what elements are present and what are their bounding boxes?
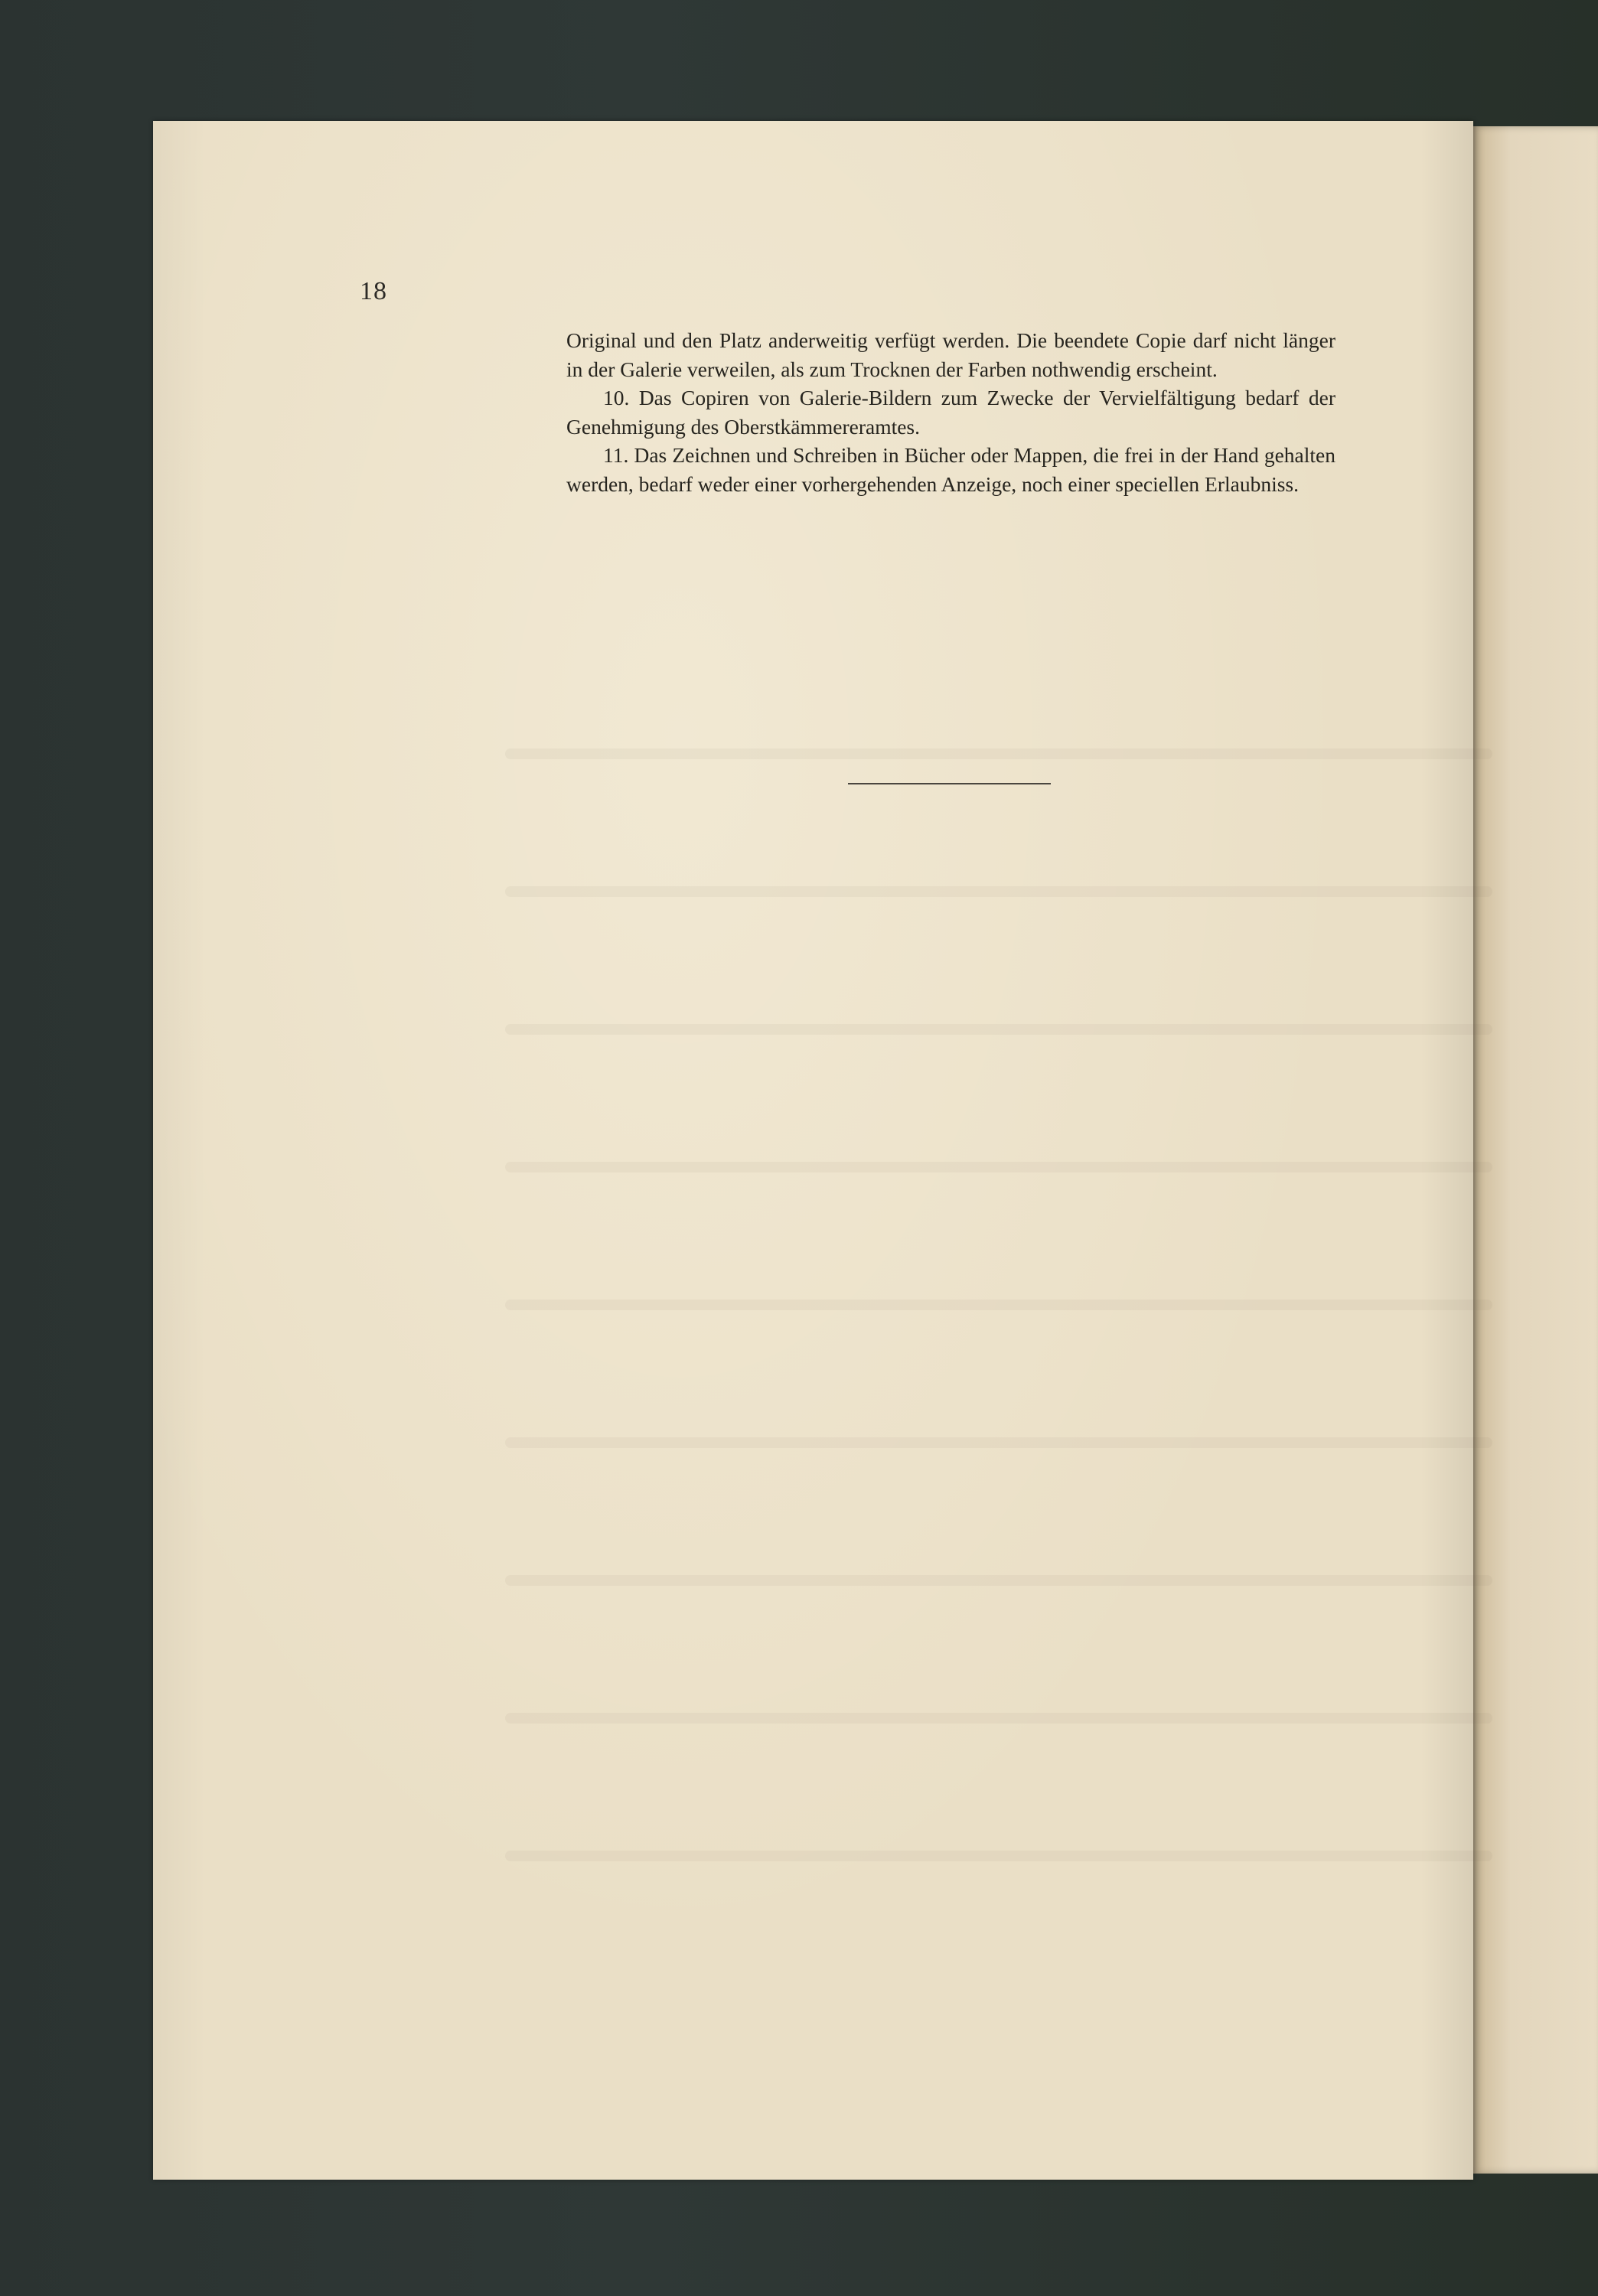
paragraph-continuation: Original und den Platz anderweitig verfügt werden. Die beendete Copie darf nicht länger in der Galerie verweilen, als zum Trocknen der Farben nothwendig erscheint. <box>566 328 1335 381</box>
facing-page-edge <box>1473 126 1598 2174</box>
show-through-line <box>505 1024 1492 1035</box>
show-through-line <box>505 1300 1492 1310</box>
show-through-line <box>505 1851 1492 1861</box>
show-through-line <box>505 886 1492 897</box>
show-through-line <box>505 748 1492 759</box>
section-divider-rule <box>848 783 1051 784</box>
paragraph-10: 10. Das Copiren von Galerie-Bildern zum Zwecke der Vervielfältigung bedarf der Genehmigung des Oberstkämmereramtes. <box>566 386 1335 439</box>
body-text <box>566 326 1335 498</box>
show-through-line <box>505 1437 1492 1448</box>
show-through-line <box>505 1713 1492 1724</box>
paragraph-11: 11. Das Zeichnen und Schreiben in Bücher oder Mappen, die frei in der Hand gehalten werden, bedarf weder einer vorhergehenden Anzeige, noch einer speciellen Erlaubniss. <box>566 443 1335 496</box>
page-number: 18 <box>360 277 387 305</box>
show-through-line <box>505 1162 1492 1172</box>
show-through-line <box>505 1575 1492 1586</box>
